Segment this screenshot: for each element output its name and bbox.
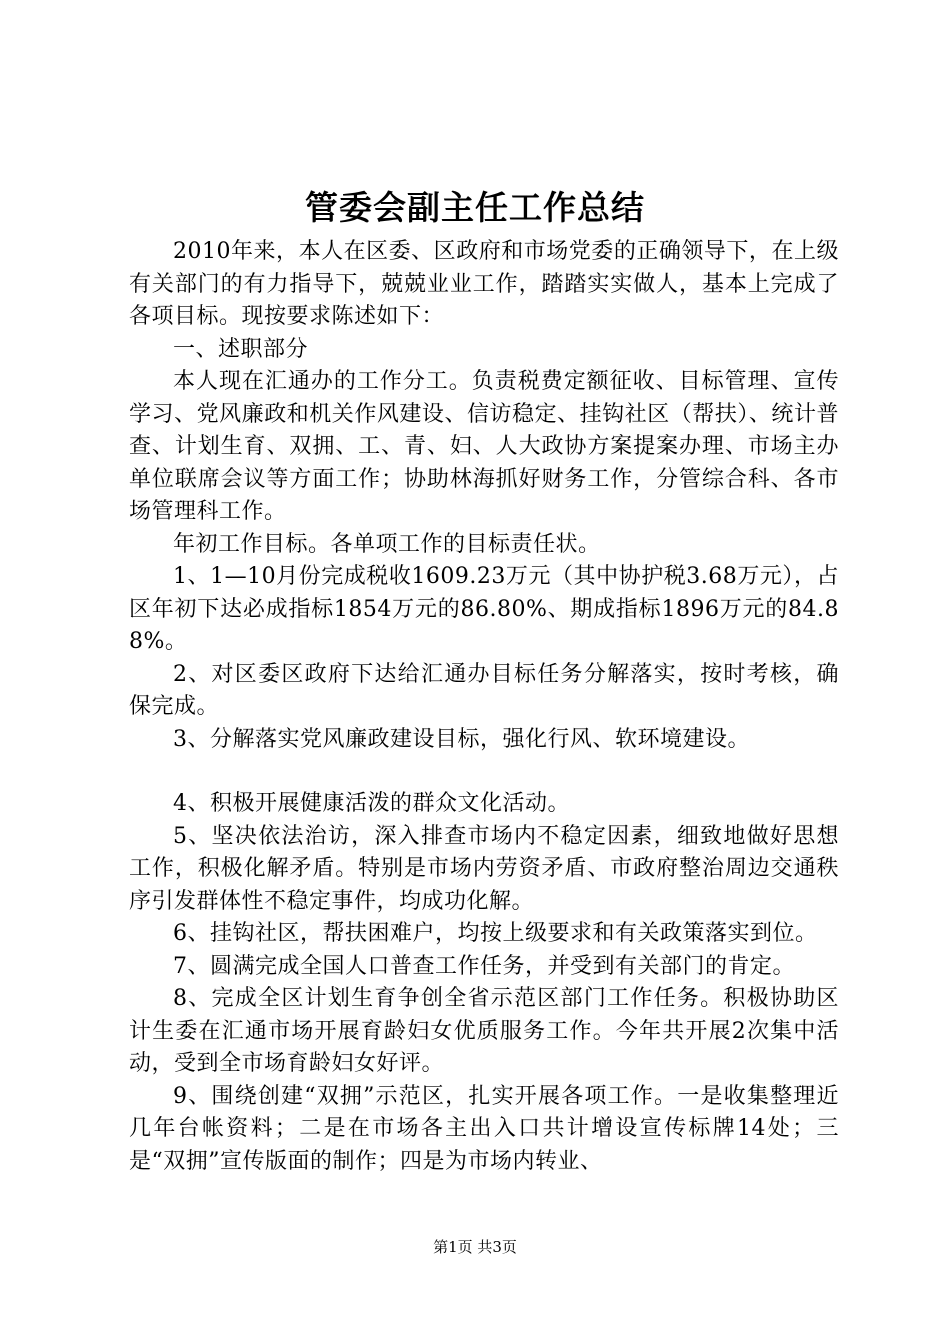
paragraph-duties: 本人现在汇通办的工作分工。负责税费定额征收、目标管理、宣传学习、党风廉政和机关作风建设、信访稳定、挂钩社区（帮扶）、统计普查、计划生育、双拥、工、青、妇、人大政协方案提案办理、市场主办单位联席会议等方面工作；协助林海抓好财务工作，分管综合科、各市场管理科工作。 — [129, 369, 839, 524]
list-item-8: 8、完成全区计划生育争创全省示范区部门工作任务。积极协助区计生委在汇通市场开展育龄妇女优质服务工作。今年共开展2次集中活动，受到全市场育龄妇女好评。 — [129, 986, 839, 1076]
paragraph-intro: 2010年来，本人在区委、区政府和市场党委的正确领导下，在上级有关部门的有力指导下，兢兢业业工作，踏踏实实做人，基本上完成了各项目标。现按要求陈述如下： — [129, 239, 839, 329]
paragraph-goals: 年初工作目标。各单项工作的目标责任状。 — [173, 531, 601, 557]
list-item-6: 6、挂钩社区，帮扶困难户，均按上级要求和有关政策落实到位。 — [173, 921, 818, 946]
list-item-7: 7、圆满完成全国人口普查工作任务，并受到有关部门的肯定。 — [173, 953, 795, 979]
document-body — [129, 236, 839, 1178]
list-item-5: 5、坚决依法治访，深入排查市场内不稳定因素，细致地做好思想工作，积极化解矛盾。特别是市场内劳资矛盾、市政府整治周边交通秩序引发群体性不稳定事件，均成功化解。 — [129, 823, 839, 914]
document-title: 管委会副主任工作总结 — [305, 188, 645, 227]
list-item-4: 4、积极开展健康活泼的群众文化活动。 — [173, 791, 570, 816]
list-item-1: 1、1—10月份完成税收1609.23万元（其中协护税3.68万元），占区年初下达必成指标1854万元的86.80%、期成指标1896万元的84.88%。 — [129, 564, 839, 654]
list-item-3: 3、分解落实党风廉政建设目标，强化行风、软环境建设。 — [173, 726, 750, 752]
section-heading: 一、述职部分 — [173, 336, 309, 362]
page-number-footer: 第1页 共3页 — [433, 1238, 517, 1256]
list-item-2: 2、对区委区政府下达给汇通办目标任务分解落实，按时考核，确保完成。 — [129, 661, 839, 719]
list-item-9: 9、围绕创建“双拥”示范区，扎实开展各项工作。一是收集整理近几年台帐资料；二是在市场各主出入口共计增设宣传标牌14处；三是“双拥”宣传版面的制作；四是为市场内转业、 — [129, 1083, 839, 1174]
